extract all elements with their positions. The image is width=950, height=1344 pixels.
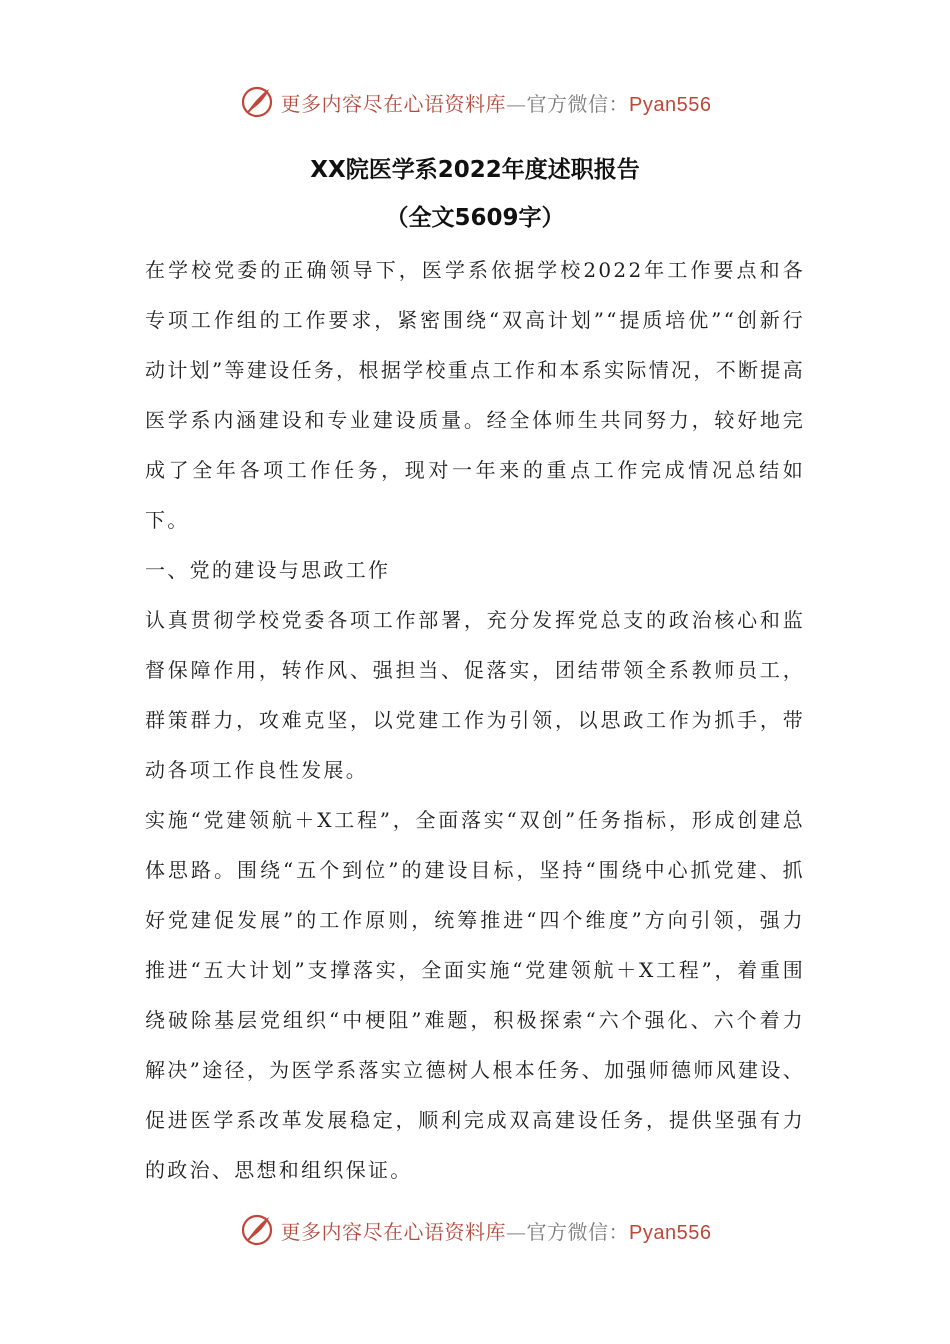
section-heading: 一、党的建设与思政工作 (145, 558, 391, 582)
header-watermark (0, 80, 950, 124)
quill-logo-icon (239, 1212, 275, 1248)
watermark-text: 更多内容尽在心语资料库—官方微信：Pyan556 (280, 1219, 712, 1244)
document-subtitle: （全文5609字） (385, 205, 565, 231)
paragraph: 实施“党建领航＋X工程”，全面落实“双创”任务指标，形成创建总体思路。围绕“五个到位”的建设目标，坚持“围绕中心抓党建、抓好党建促发展”的工作原则，统筹推进“四个维度”方向引领，强力推进“五大计划”支撑落实，全面实施“党建领航＋X工程”，着重围绕破除基层党组织“中梗阻”难题，积极探索“六个强化、六个着力解决”途径，为医学系落实立德树人根本任务、加强师德师风建设、促进医学系改革发展稳定，顺利完成双高建设任务，提供坚强有力的政治、思想和组织保证。 (145, 808, 805, 1182)
quill-logo-icon (239, 84, 275, 120)
footer-watermark (0, 1208, 950, 1252)
watermark-text: 更多内容尽在心语资料库—官方微信：Pyan556 (280, 91, 712, 116)
paragraph-intro: 在学校党委的正确领导下，医学系依据学校2022年工作要点和各专项工作组的工作要求，紧密围绕“双高计划”“提质培优”“创新行动计划”等建设任务，根据学校重点工作和本系实际情况，不断提高医学系内涵建设和专业建设质量。经全体师生共同努力，较好地完成了全年各项工作任务，现对一年来的重点工作完成情况总结如下。 (145, 258, 805, 532)
paragraph: 认真贯彻学校党委各项工作部署，充分发挥党总支的政治核心和监督保障作用，转作风、强担当、促落实，团结带领全系教师员工，群策群力，攻难克坚，以党建工作为引领，以思政工作为抓手，带动各项工作良性发展。 (145, 608, 805, 782)
document-title: XX院医学系2022年度述职报告 (310, 157, 640, 183)
document-body (145, 245, 805, 1195)
